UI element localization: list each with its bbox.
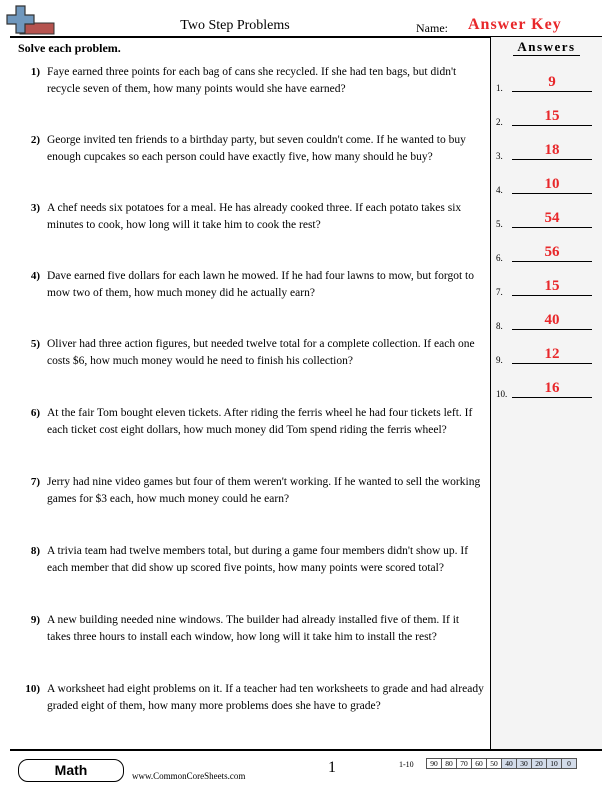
- problem-item: [14, 268, 484, 302]
- score-table: [426, 758, 577, 769]
- score-cell: 70: [457, 759, 472, 769]
- score-cell: 60: [472, 759, 487, 769]
- subject-badge: Math: [18, 759, 124, 782]
- problem-item: [14, 612, 484, 646]
- score-cell: 50: [487, 759, 502, 769]
- answer-line: [512, 397, 592, 398]
- problem-number: 2): [30, 134, 40, 146]
- problem-item: [14, 132, 484, 166]
- problem-item: [14, 64, 484, 98]
- answer-value: 9: [548, 74, 556, 90]
- answer-key-label: Answer Key: [468, 16, 562, 33]
- problem-item: [14, 474, 484, 508]
- answer-line: [512, 329, 592, 330]
- website-text: www.CommonCoreSheets.com: [132, 771, 246, 781]
- answer-number: 3.: [496, 151, 503, 161]
- problem-text: Dave earned five dollars for each lawn he mowed. If he had four lawns to mow, but forgot to mow two of them, how much money did he actually earn?: [47, 270, 474, 299]
- answer-number: 5.: [496, 219, 503, 229]
- answer-number: 10.: [496, 389, 508, 399]
- problem-number: 1): [30, 66, 40, 78]
- answer-line: [512, 363, 592, 364]
- answer-value: 56: [544, 244, 560, 260]
- answer-value: 18: [544, 142, 560, 158]
- problem-number: 4): [30, 270, 40, 282]
- answer-row: [491, 99, 602, 129]
- answer-line: [512, 261, 592, 262]
- score-cell: 80: [442, 759, 457, 769]
- page-number: 1: [328, 759, 336, 776]
- answer-number: 1.: [496, 83, 503, 93]
- score-cell: 20: [532, 759, 547, 769]
- footer-divider: [10, 749, 602, 751]
- answer-line: [512, 91, 592, 92]
- answer-row: [491, 303, 602, 333]
- problem-number: 6): [30, 407, 40, 419]
- problem-item: [14, 543, 484, 577]
- answer-value: 10: [544, 176, 560, 192]
- instructions: Solve each problem.: [18, 41, 121, 55]
- problem-text: A chef needs six potatoes for a meal. He has already cooked three. If each potato takes six minutes to cook, how long will it take him to cook the rest?: [47, 202, 462, 231]
- answer-row: [491, 167, 602, 197]
- answer-number: 4.: [496, 185, 503, 195]
- answer-number: 6.: [496, 253, 503, 263]
- answer-row: [491, 235, 602, 265]
- problem-text: At the fair Tom bought eleven tickets. After riding the ferris wheel he had four tickets left. If each ticket cost eight dollars, how much money did Tom spend riding the ferris wheel?: [47, 407, 473, 436]
- score-range-label: 1-10: [399, 760, 414, 769]
- score-cell: 40: [502, 759, 517, 769]
- answer-value: 12: [544, 346, 560, 362]
- score-cell: 10: [547, 759, 562, 769]
- answer-row: [491, 269, 602, 299]
- problem-text: A trivia team had twelve members total, but during a game four members didn't show up. If each member that did show up scored five points, how many points were scored total?: [47, 545, 469, 574]
- problem-item: [14, 200, 484, 234]
- problem-item: [14, 405, 484, 439]
- problem-text: Oliver had three action figures, but needed twelve total for a complete collection. If each one costs $6, how much money would he need to finish his collection?: [47, 338, 475, 367]
- answer-line: [512, 295, 592, 296]
- problem-number: 5): [30, 338, 40, 350]
- answer-line: [512, 193, 592, 194]
- answers-title-underline: [513, 55, 580, 56]
- problem-number: 8): [30, 545, 40, 557]
- answers-column: [490, 37, 602, 749]
- answer-number: 8.: [496, 321, 503, 331]
- score-cell: 30: [517, 759, 532, 769]
- problem-number: 9): [30, 614, 40, 626]
- answer-value: 40: [544, 312, 560, 328]
- problem-number: 7): [30, 476, 40, 488]
- answer-line: [512, 159, 592, 160]
- answer-value: 15: [544, 278, 560, 294]
- answer-value: 16: [544, 380, 560, 396]
- answer-row: [491, 133, 602, 163]
- answers-title: Answers: [517, 39, 576, 54]
- answer-row: [491, 201, 602, 231]
- answer-row: [491, 371, 602, 401]
- answer-number: 9.: [496, 355, 503, 365]
- answer-value: 54: [544, 210, 560, 226]
- answer-row: [491, 337, 602, 367]
- answer-value: 15: [544, 108, 560, 124]
- problem-text: Faye earned three points for each bag of cans she recycled. If she had ten bags, but didn't recycle seven of them, how many points would she have earned?: [47, 66, 457, 95]
- problem-item: [14, 681, 484, 715]
- problem-item: [14, 336, 484, 370]
- problem-number: 3): [30, 202, 40, 214]
- score-cell: 0: [562, 759, 577, 769]
- answer-line: [512, 227, 592, 228]
- problem-text: A new building needed nine windows. The builder had already installed five of them. If it takes three hours to install each window, how long will it take him to install the rest?: [47, 614, 460, 643]
- problem-text: George invited ten friends to a birthday party, but seven couldn't come. If he wanted to buy enough cupcakes so each person could have exactly five, how many should he buy?: [47, 134, 466, 163]
- problem-text: Jerry had nine video games but four of them weren't working. If he wanted to sell the working games for $3 each, how much money could he earn?: [47, 476, 481, 505]
- score-cell: 90: [427, 759, 442, 769]
- answer-line: [512, 125, 592, 126]
- page-title: Two Step Problems: [180, 18, 290, 33]
- problem-text: A worksheet had eight problems on it. If a teacher had ten worksheets to grade and had already graded eight of them, how many more problems does she have to grade?: [47, 683, 484, 712]
- answer-number: 2.: [496, 117, 503, 127]
- name-label: Name:: [416, 21, 448, 35]
- answer-row: [491, 65, 602, 95]
- problem-number: 10): [25, 683, 40, 695]
- answer-number: 7.: [496, 287, 503, 297]
